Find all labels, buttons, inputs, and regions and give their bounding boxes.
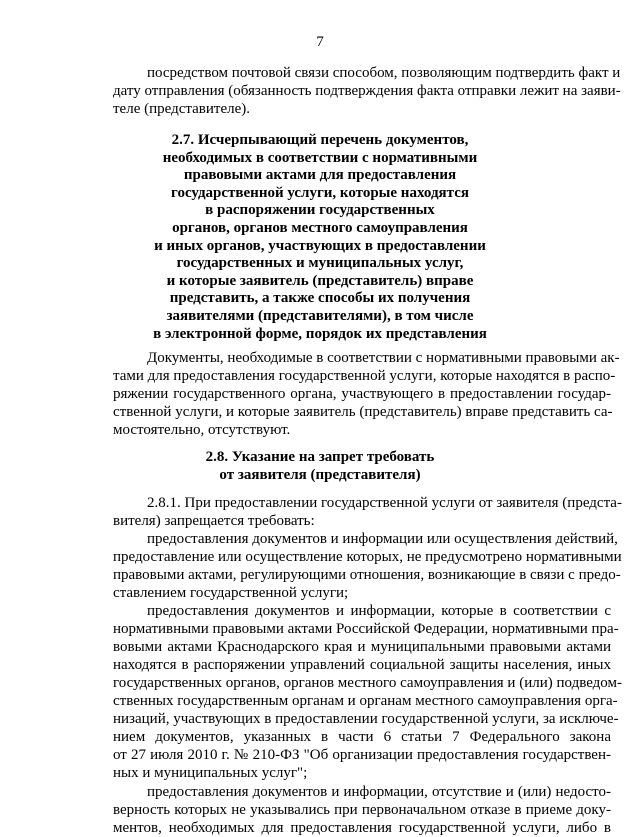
text-line: предоставления документов и информации, которые в соответствии с (147, 603, 611, 619)
heading-line: заявителями (представителями), в том числе (166, 308, 474, 324)
text-line: ментов, необходимых для предоставления государственной услуги, либо в (113, 820, 611, 836)
text-line: нормативными правовыми актами Российской Федерации, нормативными пра- (113, 621, 619, 637)
text-line: теле (представителе). (113, 101, 250, 117)
text-line: мостоятельно, отсутствуют. (113, 422, 291, 438)
text-line: ряжении государственного органа, участвующего в предоставлении государ- (113, 386, 611, 402)
page-number: 7 (316, 34, 324, 50)
heading-line: 2.8. Указание на запрет требовать (205, 449, 435, 465)
text-line: тами для предоставления государственной услуги, которые находятся в распо- (113, 368, 616, 384)
text-line: верность которых не указывались при первоначальном отказе в приеме доку- (113, 802, 611, 818)
heading-line: в электронной форме, порядок их представления (153, 325, 487, 342)
text-line: дату отправления (обязанность подтверждения факта отправки лежит на заяви- (113, 83, 621, 99)
text-line: ственной услуги, и которые заявитель (представитель) вправе представить са- (113, 404, 613, 420)
text-line: ставлением государственной услуги; (113, 585, 349, 601)
text-line: вителя) запрещается требовать: (113, 513, 315, 529)
text-line: нием документов, указанных в части 6 статьи 7 Федерального закона (113, 729, 611, 745)
heading-line: в распоряжении государственных (205, 202, 435, 219)
text-line: предоставление или осуществление которых, не предусмотрено нормативными (113, 549, 622, 565)
heading-line: и иных органов, участвующих в предоставлении (154, 237, 486, 254)
heading-line: органов, органов местного самоуправления (172, 220, 468, 236)
text-line: низаций, участвующих в предоставлении государственной услуги, за исключе- (113, 711, 619, 727)
heading-line: 2.7. Исчерпывающий перечень документов, (171, 132, 469, 148)
heading-line: необходимых в соответствии с нормативными (162, 149, 478, 166)
text-line: предоставления документов и информации или осуществления действий, (147, 531, 618, 547)
text-line: вовыми актами Краснодарского края и муниципальными правовыми актами (113, 639, 611, 655)
text-line: Документы, необходимые в соответствии с нормативными правовыми ак- (147, 350, 620, 366)
text-line: предоставления документов и информации, отсутствие и (или) недосто- (147, 784, 611, 800)
heading-line: правовыми актами для предоставления (183, 167, 457, 184)
heading-line: и которые заявитель (представитель) вправе (166, 272, 474, 289)
text-line: ственных государственным органам и органам местного самоуправления орга- (113, 693, 618, 709)
heading-line: представить, а также способы их получения (169, 290, 471, 307)
text-line: от 27 июля 2010 г. № 210-ФЗ "Об организации предоставления государствен- (113, 747, 611, 763)
text-line: посредством почтовой связи способом, позволяющим подтвердить факт и (147, 65, 621, 81)
heading-line: от заявителя (представителя) (219, 466, 421, 483)
text-line: правовыми актами, регулирующими отношения, возникающие в связи с предо- (113, 567, 621, 583)
text-line: государственных органов, органов местного самоуправления и (или) подведом- (113, 675, 622, 691)
text-line: находятся в распоряжении управлений социальной защиты населения, иных (113, 657, 611, 673)
heading-line: государственной услуги, которые находятся (171, 184, 469, 201)
text-line: 2.8.1. При предоставлении государственной услуги от заявителя (предста- (147, 495, 622, 511)
heading-line: государственных и муниципальных услуг, (176, 255, 464, 272)
text-line: ных и муниципальных услуг"; (113, 765, 308, 781)
